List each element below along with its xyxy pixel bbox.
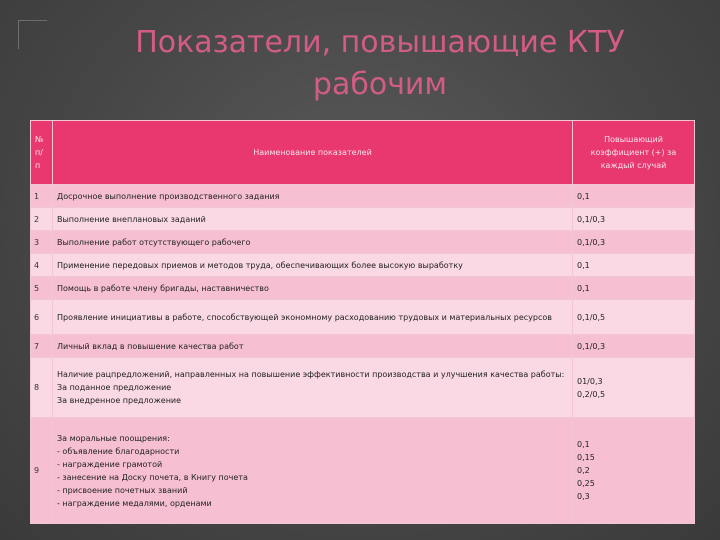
header-num: № п/п xyxy=(31,121,53,185)
table-row xyxy=(31,231,695,254)
row-name: Наличие рацпредложений, направленных на повышение эффективности производства и улучшения качества работы: За поданное предложение За внедренное предложение xyxy=(53,358,573,418)
row-num: 9 xyxy=(31,418,53,524)
row-num: 6 xyxy=(31,300,53,335)
header-name: Наименование показателей xyxy=(53,121,573,185)
row-coef: 0,1/0,3 xyxy=(573,208,695,231)
table-row xyxy=(31,277,695,300)
row-num: 1 xyxy=(31,185,53,208)
table-row xyxy=(31,208,695,231)
row-num: 4 xyxy=(31,254,53,277)
row-coef: 0,1 xyxy=(573,254,695,277)
row-coef: 0,1/0,3 xyxy=(573,335,695,358)
row-name: За моральные поощрения: - объявление благодарности - награждение грамотой - занесение на Доску почета, в Книгу почета - присвоение почетных званий - награждение медалями, орденами xyxy=(53,418,573,524)
row-coef: 0,1 xyxy=(573,185,695,208)
ktu-table xyxy=(30,120,694,524)
row-num: 3 xyxy=(31,231,53,254)
row-num: 2 xyxy=(31,208,53,231)
row-name: Выполнение работ отсутствующего рабочего xyxy=(53,231,573,254)
table-row xyxy=(31,358,695,418)
row-name: Помощь в работе члену бригады, наставничество xyxy=(53,277,573,300)
slide-title-line-1: Показатели, повышающие КТУ xyxy=(135,25,625,60)
header-coef: Повышающий коэффициент (+) за каждый случай xyxy=(573,121,695,185)
row-num: 8 xyxy=(31,358,53,418)
table-row xyxy=(31,335,695,358)
row-coef: 0,1/0,3 xyxy=(573,231,695,254)
row-coef: 01/0,3 0,2/0,5 xyxy=(573,358,695,418)
row-num: 7 xyxy=(31,335,53,358)
slide-title xyxy=(90,22,670,106)
table-row xyxy=(31,185,695,208)
table-row xyxy=(31,418,695,524)
row-coef: 0,1 0,15 0,2 0,25 0,3 xyxy=(573,418,695,524)
row-name: Личный вклад в повышение качества работ xyxy=(53,335,573,358)
table-row xyxy=(31,300,695,335)
row-coef: 0,1/0,5 xyxy=(573,300,695,335)
slide-title-line-2: рабочим xyxy=(312,67,448,102)
row-name: Выполнение внеплановых заданий xyxy=(53,208,573,231)
row-name: Применение передовых приемов и методов труда, обеспечивающих более высокую выработку xyxy=(53,254,573,277)
table-row xyxy=(31,254,695,277)
row-name: Досрочное выполнение производственного задания xyxy=(53,185,573,208)
row-num: 5 xyxy=(31,277,53,300)
row-coef: 0,1 xyxy=(573,277,695,300)
corner-decoration xyxy=(18,20,47,49)
row-name: Проявление инициативы в работе, способствующей экономному расходованию трудовых и материальных ресурсов xyxy=(53,300,573,335)
